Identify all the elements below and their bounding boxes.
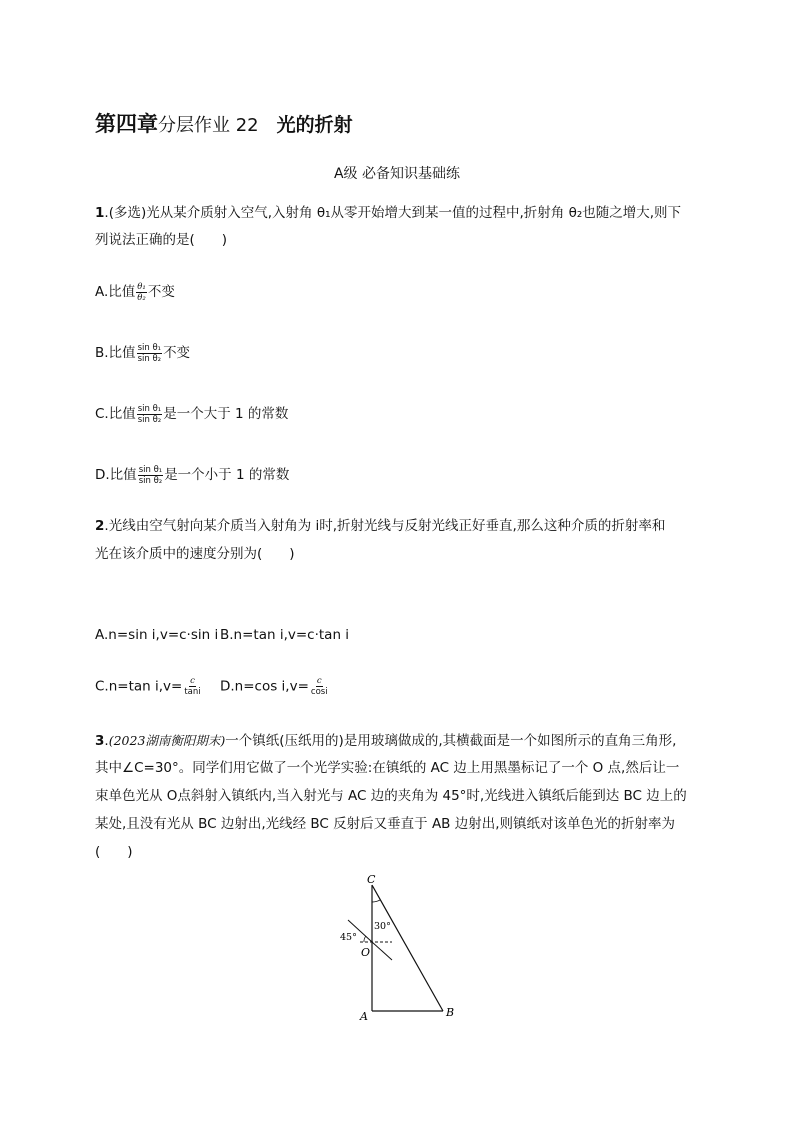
fraction: $\frac{\text{sin θ₁}}{\text{sin θ₂}}$ xyxy=(137,403,162,425)
q1-option-b[interactable]: B.比值 $\frac{\text{sin θ₁}}{\text{sin θ₂}}$ 不变 xyxy=(95,342,191,364)
q1-stem-line2: 列说法正确的是( ) xyxy=(95,232,228,248)
refracted-ray xyxy=(372,942,392,960)
q2-option-b[interactable]: B.n=tan i,v=c·tan i xyxy=(220,627,350,643)
angle-45-label: 45° xyxy=(340,932,357,943)
q2-number: 2 xyxy=(95,518,105,534)
q3-stem-line2: 其中∠C=30°。同学们用它做了一个光学实验:在镇纸的 AC 边上用黑墨标记了一个 O 点,然后让一 xyxy=(95,760,680,776)
label-a: A xyxy=(360,1010,368,1023)
q3-stem-line1: 3.(2023湖南衡阳期末)一个镇纸(压纸用的)是用玻璃做成的,其横截面是一个如图所示的直角三角形, xyxy=(95,733,677,749)
q2-stem-line1: 2.光线由空气射向某介质当入射角为 i时,折射光线与反射光线正好垂直,那么这种介质的折射率和 xyxy=(95,518,666,534)
page-title xyxy=(95,108,353,138)
q3-stem-line3: 束单色光从 O点斜射入镇纸内,当入射光与 AC 边的夹角为 45°时,光线进入镇纸后能到达 BC 边上的 xyxy=(95,788,687,804)
fraction: $\frac{\text{θ₁}}{\text{θ₂}}$ xyxy=(137,281,146,303)
q2-option-d[interactable]: D.n=cos i,v= $\frac{c}{\cos i}$ xyxy=(220,676,328,697)
q3-source: (2023湖南衡阳期末) xyxy=(108,733,226,748)
q1-option-c[interactable]: C.比值 $\frac{\text{sin θ₁}}{\text{sin θ₂}}$ 是一个大于 1 的常数 xyxy=(95,403,289,425)
q2-option-a[interactable]: A.n=sin i,v=c·sin i xyxy=(95,627,219,643)
label-o: O xyxy=(361,946,371,959)
q1-option-a[interactable]: A.比值 $\frac{\text{θ₁}}{\text{θ₂}}$ 不变 xyxy=(95,281,175,303)
q3-number: 3 xyxy=(95,733,105,749)
fraction: $\frac{\text{sin θ₁}}{\text{sin θ₂}}$ xyxy=(138,464,163,486)
fraction: $\frac{\text{sin θ₁}}{\text{sin θ₂}}$ xyxy=(137,342,162,364)
angle-45-arc xyxy=(364,936,366,942)
q1-stem-line1: 1.(多选)光从某介质射入空气,入射角 θ₁从零开始增大到某一值的过程中,折射角 θ₂也随之增大,则下 xyxy=(95,205,682,221)
side-bc xyxy=(372,885,443,1011)
q2-stem-line2: 光在该介质中的速度分别为( ) xyxy=(95,546,295,562)
q3-stem-line4: 某处,且没有光从 BC 边射出,光线经 BC 反射后又垂直于 AB 边射出,则镇纸对该单色光的折射率为 xyxy=(95,816,676,832)
fraction: $\frac{c}{\cos i}$ xyxy=(310,676,328,697)
q2-option-c[interactable]: C.n=tan i,v= $\frac{c}{\tan i}$ xyxy=(95,676,201,697)
chapter-label: 第四章 xyxy=(95,112,158,136)
angle-c-arc xyxy=(372,900,380,902)
section-heading: A级 必备知识基础练 xyxy=(333,166,461,182)
label-c: C xyxy=(367,873,376,886)
assignment-label: 分层作业 22 xyxy=(158,115,259,136)
label-b: B xyxy=(446,1006,455,1019)
q1-option-d[interactable]: D.比值 $\frac{\text{sin θ₁}}{\text{sin θ₂}}$ 是一个小于 1 的常数 xyxy=(95,464,290,486)
triangle-figure xyxy=(330,868,470,1028)
topic-label: 光的折射 xyxy=(276,114,353,136)
fraction: $\frac{c}{\tan i}$ xyxy=(184,676,201,697)
angle-30-label: 30° xyxy=(374,921,391,932)
q1-number: 1 xyxy=(95,205,105,221)
q3-stem-line5: ( ) xyxy=(95,844,133,860)
